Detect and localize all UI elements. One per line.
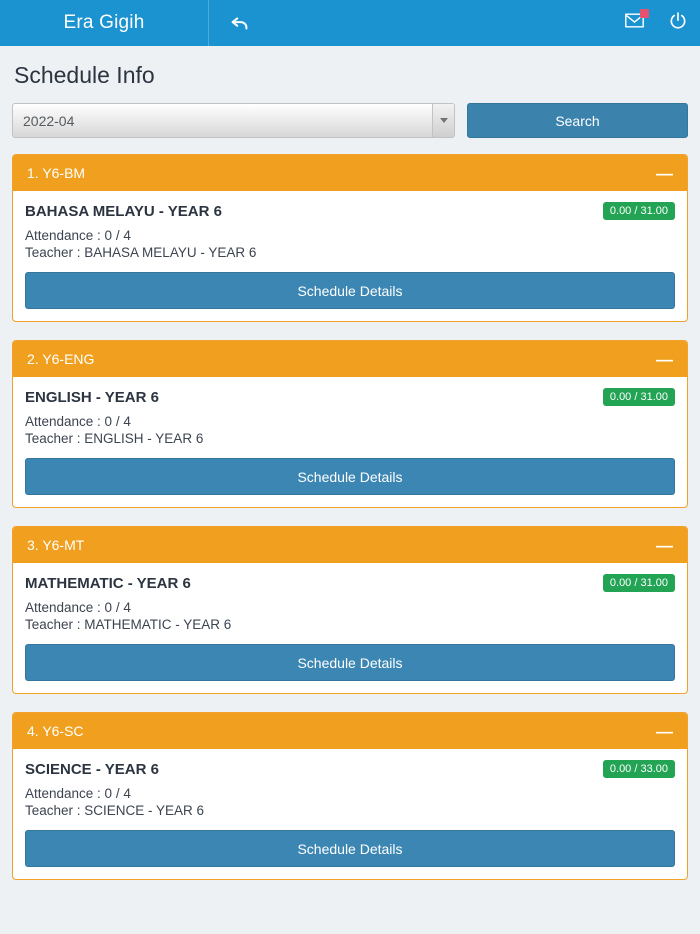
power-icon xyxy=(668,11,688,36)
attendance-text: Attendance : 0 / 4 xyxy=(25,228,131,243)
panel-body xyxy=(13,563,687,693)
schedule-panel xyxy=(12,712,688,880)
panel-body xyxy=(13,749,687,879)
panel-body-top xyxy=(25,759,675,784)
collapse-icon[interactable]: — xyxy=(656,349,673,369)
panel-body xyxy=(13,191,687,321)
teacher-text: Teacher : SCIENCE - YEAR 6 xyxy=(25,803,205,818)
status-badge: 0.00 / 31.00 xyxy=(603,574,675,592)
schedule-details-button[interactable]: Schedule Details xyxy=(25,272,675,309)
top-navbar xyxy=(0,0,700,46)
subject-title: BAHASA MELAYU - YEAR 6 xyxy=(25,203,222,220)
panel-body-top xyxy=(25,387,675,412)
status-badge: 0.00 / 31.00 xyxy=(603,388,675,406)
panel-header-label: 3. Y6-MT xyxy=(27,537,85,553)
collapse-icon[interactable]: — xyxy=(656,535,673,555)
schedule-details-button[interactable]: Schedule Details xyxy=(25,830,675,867)
navbar-spacer xyxy=(271,0,612,46)
page-title: Schedule Info xyxy=(14,62,155,88)
teacher-text: Teacher : BAHASA MELAYU - YEAR 6 xyxy=(25,245,257,260)
panel-header-label: 1. Y6-BM xyxy=(27,165,86,181)
status-badge: 0.00 / 33.00 xyxy=(603,760,675,778)
undo-arrow-icon xyxy=(229,12,251,34)
filter-bar xyxy=(12,103,688,138)
messages-button[interactable] xyxy=(612,0,656,46)
panel-body-top xyxy=(25,201,675,226)
period-select-value: 2022-04 xyxy=(23,112,75,129)
chevron-down-icon[interactable] xyxy=(432,104,454,137)
brand-title[interactable]: Era Gigih xyxy=(0,0,208,46)
schedule-panel xyxy=(12,340,688,508)
panel-body-top xyxy=(25,573,675,598)
collapse-icon[interactable]: — xyxy=(656,163,673,183)
status-badge: 0.00 / 31.00 xyxy=(603,202,675,220)
panel-header[interactable] xyxy=(13,155,687,191)
attendance-text: Attendance : 0 / 4 xyxy=(25,600,131,615)
attendance-text: Attendance : 0 / 4 xyxy=(25,786,131,801)
panel-body xyxy=(13,377,687,507)
subject-title: MATHEMATIC - YEAR 6 xyxy=(25,575,191,592)
subject-title: ENGLISH - YEAR 6 xyxy=(25,389,159,406)
schedule-panel xyxy=(12,154,688,322)
panel-header-label: 4. Y6-SC xyxy=(27,723,84,739)
unread-badge xyxy=(640,9,649,18)
schedule-panel xyxy=(12,526,688,694)
logout-button[interactable] xyxy=(656,0,700,46)
page-content xyxy=(0,62,700,910)
schedule-details-button[interactable]: Schedule Details xyxy=(25,644,675,681)
panel-header[interactable] xyxy=(13,713,687,749)
search-button[interactable]: Search xyxy=(467,103,688,138)
caret-shape xyxy=(440,118,448,123)
panel-header[interactable] xyxy=(13,527,687,563)
teacher-text: Teacher : MATHEMATIC - YEAR 6 xyxy=(25,617,232,632)
collapse-icon[interactable]: — xyxy=(656,721,673,741)
subject-title: SCIENCE - YEAR 6 xyxy=(25,761,159,778)
schedule-details-button[interactable]: Schedule Details xyxy=(25,458,675,495)
panel-header-label: 2. Y6-ENG xyxy=(27,351,95,367)
teacher-text: Teacher : ENGLISH - YEAR 6 xyxy=(25,431,204,446)
back-button[interactable] xyxy=(209,0,271,46)
period-select[interactable] xyxy=(12,103,455,138)
attendance-text: Attendance : 0 / 4 xyxy=(25,414,131,429)
panel-header[interactable] xyxy=(13,341,687,377)
